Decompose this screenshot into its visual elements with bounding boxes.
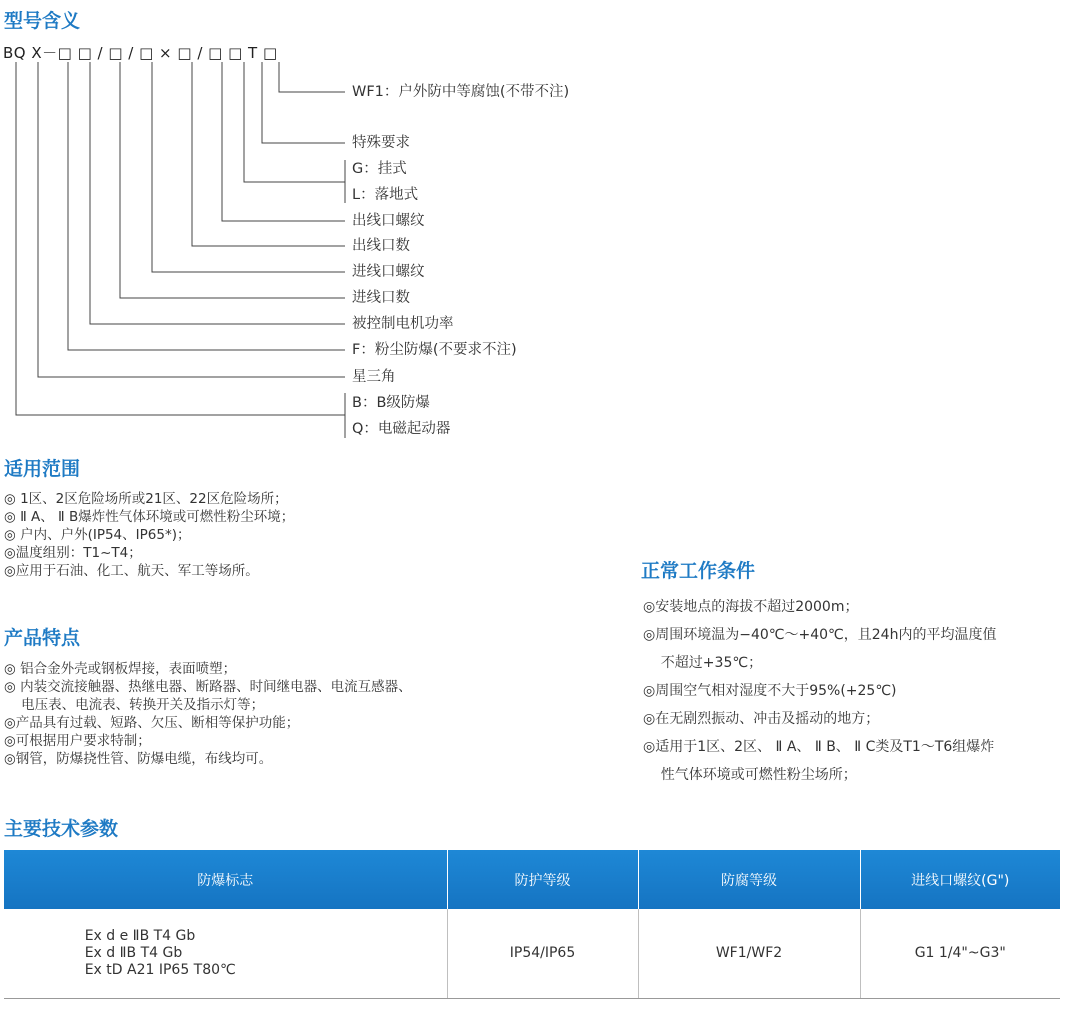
connector-power — [90, 62, 345, 324]
tech-params-table — [4, 850, 1060, 999]
label-b: B：B级防爆 — [352, 395, 430, 411]
connector-special — [262, 62, 345, 143]
cell-anticorrosion: WF1/WF2 — [638, 909, 860, 998]
feature-item: ◎钢管，防爆挠性管、防爆电缆，布线均可。 — [4, 751, 273, 767]
label-power: 被控制电机功率 — [352, 316, 454, 332]
condition-item: ◎周围环境温为−40℃～+40℃，且24h内的平均温度值 — [643, 627, 997, 643]
connector-wf1 — [279, 62, 345, 92]
header-ex-mark: 防爆标志 — [4, 850, 447, 909]
connector-in-count — [120, 62, 345, 298]
feature-item: 电压表、电流表、转换开关及指示灯等； — [4, 697, 265, 713]
label-f: F：粉尘防爆(不要求不注) — [352, 342, 517, 358]
label-l: L：落地式 — [352, 187, 419, 203]
ex-mark-line: Ex tD A21 IP65 T80℃ — [84, 961, 236, 978]
condition-item: ◎适用于1区、2区、 Ⅱ A、 Ⅱ B、 Ⅱ C类及T1～T6组爆炸 — [643, 739, 995, 755]
connector-out-count — [192, 62, 345, 246]
label-in-count: 进线口数 — [352, 290, 410, 306]
connector-f — [68, 62, 345, 350]
connector-in-thread — [152, 62, 345, 272]
label-star: 星三角 — [352, 369, 396, 385]
scope-item: ◎温度组别：T1~T4； — [4, 545, 142, 561]
header-thread: 进线口螺纹(G") — [860, 850, 1060, 909]
connector-out-thread — [222, 62, 345, 221]
feature-item: ◎ 内装交流接触器、热继电器、断路器、时间继电器、电流互感器、 — [4, 679, 412, 695]
conditions-heading: 正常工作条件 — [641, 560, 756, 582]
ex-mark-line: Ex d ⅡB T4 Gb — [84, 944, 183, 961]
connector-bq — [16, 62, 345, 415]
scope-item: ◎ Ⅱ A、 Ⅱ B爆炸性气体环境或可燃性粉尘环境； — [4, 509, 295, 525]
table-header-row — [4, 850, 1060, 909]
scope-item: ◎ 户内、户外(IP54、IP65*)； — [4, 527, 191, 543]
condition-item: ◎周围空气相对湿度不大于95%(+25℃) — [643, 683, 897, 699]
scope-item: ◎ 1区、2区危险场所或21区、22区危险场所； — [4, 491, 288, 507]
model-code: BQ X－□ □ / □ / □ × □ / □ □ T □ — [3, 44, 278, 62]
header-anticorrosion: 防腐等级 — [638, 850, 860, 909]
label-out-count: 出线口数 — [352, 238, 410, 254]
label-wf1: WF1：户外防中等腐蚀(不带不注) — [352, 84, 570, 100]
condition-item: 性气体环境或可燃性粉尘场所； — [643, 767, 857, 783]
connector-mount — [244, 62, 345, 182]
label-out-thread: 出线口螺纹 — [352, 213, 425, 229]
header-protection: 防护等级 — [447, 850, 638, 909]
feature-item: ◎可根据用户要求特制； — [4, 733, 151, 749]
feature-item: ◎产品具有过载、短路、欠压、断相等保护功能； — [4, 715, 300, 731]
cell-ex-marks — [4, 909, 447, 998]
ex-mark-line: Ex d e ⅡB T4 Gb — [84, 927, 196, 944]
model-code-diagram — [0, 0, 620, 445]
feature-item: ◎ 铝合金外壳或钢板焊接，表面喷塑； — [4, 661, 237, 677]
condition-item: ◎在无剧烈振动、冲击及摇动的地方； — [643, 711, 880, 727]
label-special: 特殊要求 — [352, 135, 410, 151]
features-heading: 产品特点 — [4, 627, 81, 649]
features-list — [4, 660, 412, 768]
cell-thread: G1 1/4"~G3" — [860, 909, 1060, 998]
label-g: G：挂式 — [352, 161, 407, 177]
model-meaning-heading: 型号含义 — [4, 10, 81, 32]
label-q: Q：电磁起动器 — [352, 421, 451, 437]
label-in-thread: 进线口螺纹 — [352, 264, 425, 280]
tech-params-heading: 主要技术参数 — [4, 818, 119, 840]
scope-heading: 适用范围 — [4, 458, 81, 480]
condition-item: 不超过+35℃； — [643, 655, 763, 671]
table-row — [4, 909, 1060, 998]
cell-protection: IP54/IP65 — [447, 909, 638, 998]
scope-item: ◎应用于石油、化工、航天、军工等场所。 — [4, 563, 259, 579]
condition-item: ◎安装地点的海拔不超过2000m； — [643, 599, 859, 615]
scope-list — [4, 490, 294, 580]
conditions-list — [643, 598, 996, 784]
